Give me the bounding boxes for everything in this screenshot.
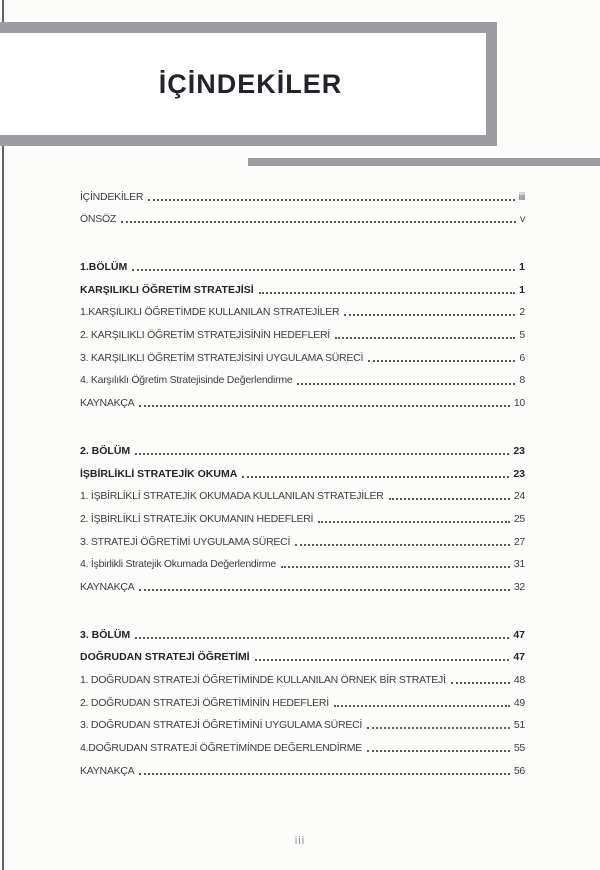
dotted-leader [255, 659, 510, 661]
toc-page-number: 8 [519, 374, 525, 387]
toc-entry-label: 2. İŞBİRLİKLİ STRATEJİK OKUMANIN HEDEFLERİ [80, 512, 314, 525]
toc-row [80, 570, 525, 593]
toc-entry-label: İŞBİRLİKLİ STRATEJİK OKUMA [80, 467, 238, 480]
title-frame [0, 22, 497, 146]
toc-entry-label: 2. KARŞILIKLI ÖĞRETİM STRATEJİSİNİN HEDEFLERİ [80, 329, 330, 342]
dotted-leader [367, 750, 510, 752]
dotted-leader [139, 589, 509, 591]
toc-section [80, 434, 525, 593]
dotted-leader [139, 773, 509, 775]
toc-page-number: 48 [513, 674, 525, 686]
toc-entry-label: DOĞRUDAN STRATEJİ ÖĞRETİMİ [80, 651, 250, 664]
toc-row [80, 296, 525, 319]
dotted-leader [259, 292, 516, 294]
toc-entry-label: 1. İŞBİRLİKLİ STRATEJİK OKUMADA KULLANILAN STRATEJİLER [80, 490, 384, 503]
toc-entry-label: 2. BÖLÜM [80, 444, 131, 457]
toc-row [80, 434, 525, 457]
toc-entry-label: 3. KARŞILIKLI ÖĞRETİM STRATEJİSİNİ UYGULAMA SÜRECİ [80, 351, 364, 364]
toc-page-number: 1 [519, 261, 525, 273]
toc-section [80, 250, 525, 409]
toc-row [80, 754, 525, 777]
toc-row [80, 387, 525, 410]
toc-section [80, 618, 525, 777]
toc-entry-label: 2. DOĞRUDAN STRATEJİ ÖĞRETİMİNİN HEDEFLERİ [80, 696, 329, 709]
toc-row [80, 318, 525, 341]
toc-page-number: iii [518, 190, 525, 203]
toc-page-number: 49 [513, 696, 525, 709]
toc-row [80, 341, 525, 364]
toc-entry-label: KAYNAKÇA [80, 764, 135, 777]
dotted-leader [389, 498, 510, 500]
toc-row [80, 250, 525, 273]
toc-entry-label: 4.DOĞRUDAN STRATEJİ ÖĞRETİMİNDE DEĞERLENDİRME [80, 742, 363, 755]
footer-page-number: iii [294, 835, 306, 847]
dotted-leader [297, 383, 515, 385]
dotted-leader [135, 637, 509, 639]
toc-entry-label: KAYNAKÇA [80, 397, 135, 410]
toc-page-number: 25 [513, 512, 525, 525]
dotted-leader [334, 705, 510, 707]
toc-entry-label: 3. DOĞRUDAN STRATEJİ ÖĞRETİMİNİ UYGULAMA SÜRECİ [80, 719, 363, 732]
toc-page-number: 51 [513, 719, 525, 732]
toc-entry-label: 4. İşbirlikli Stratejik Okumada Değerlendirme [80, 558, 276, 571]
toc-page-number: 5 [519, 329, 525, 342]
toc-row [80, 180, 525, 203]
toc-page-number: 2 [519, 306, 525, 319]
toc-entry-label: KARŞILIKLI ÖĞRETİM STRATEJİSİ [80, 283, 254, 296]
dotted-leader [295, 544, 510, 546]
table-of-contents [80, 180, 525, 777]
dotted-leader [451, 682, 510, 684]
toc-entry-label: 1. DOĞRUDAN STRATEJİ ÖĞRETİMİNDE KULLANILAN ÖRNEK BİR STRATEJİ [80, 674, 446, 686]
toc-row [80, 525, 525, 548]
toc-page-number: 55 [513, 742, 525, 755]
toc-page-number: 31 [513, 558, 525, 571]
toc-entry-label: KAYNAKÇA [80, 580, 135, 593]
toc-row [80, 480, 525, 503]
toc-page-number: 32 [513, 580, 525, 593]
toc-entry-label: 3. STRATEJİ ÖĞRETİMİ UYGULAMA SÜRECİ [80, 535, 291, 548]
dotted-leader [344, 314, 515, 316]
toc-page-number: 23 [513, 444, 525, 457]
toc-entry-label: ÖNSÖZ [80, 213, 117, 226]
dotted-leader [148, 199, 515, 201]
toc-page-number: 23 [513, 467, 525, 480]
dotted-leader [132, 269, 515, 271]
dotted-leader [368, 360, 515, 362]
header-accent-bar [248, 158, 600, 166]
toc-entry-label: 1.BÖLÜM [80, 261, 128, 273]
toc-entry-label: 1.KARŞILIKLI ÖĞRETİMDE KULLANILAN STRATEJİLER [80, 306, 340, 319]
toc-page-number: 6 [519, 351, 525, 364]
toc-row [80, 663, 525, 686]
page-title: İÇİNDEKİLER [158, 68, 343, 99]
toc-page-number: 56 [513, 764, 525, 777]
toc-row [80, 686, 525, 709]
dotted-leader [367, 727, 510, 729]
toc-row [80, 364, 525, 387]
toc-row [80, 502, 525, 525]
toc-page-number: 47 [513, 651, 525, 664]
dotted-leader [281, 566, 510, 568]
dotted-leader [135, 453, 509, 455]
toc-row [80, 618, 525, 641]
toc-row [80, 203, 525, 226]
toc-page-number: 1 [519, 283, 525, 296]
dotted-leader [139, 405, 509, 407]
toc-page-number: v [520, 213, 525, 226]
toc-entry-label: İÇİNDEKİLER [80, 190, 144, 203]
toc-row [80, 709, 525, 732]
toc-entry-label: 4. Karşılıklı Öğretim Stratejisinde Değerlendirme [80, 374, 293, 387]
toc-row [80, 457, 525, 480]
toc-page-number: 24 [513, 490, 525, 503]
toc-page-number: 47 [513, 628, 525, 641]
toc-row [80, 548, 525, 571]
toc-row [80, 731, 525, 754]
toc-page-number: 10 [513, 397, 525, 410]
dotted-leader [318, 521, 510, 523]
dotted-leader [242, 476, 509, 478]
toc-entry-label: 3. BÖLÜM [80, 628, 131, 641]
toc-row [80, 641, 525, 664]
toc-row [80, 273, 525, 296]
dotted-leader [335, 337, 515, 339]
toc-page-number: 27 [513, 535, 525, 548]
dotted-leader [121, 221, 516, 223]
